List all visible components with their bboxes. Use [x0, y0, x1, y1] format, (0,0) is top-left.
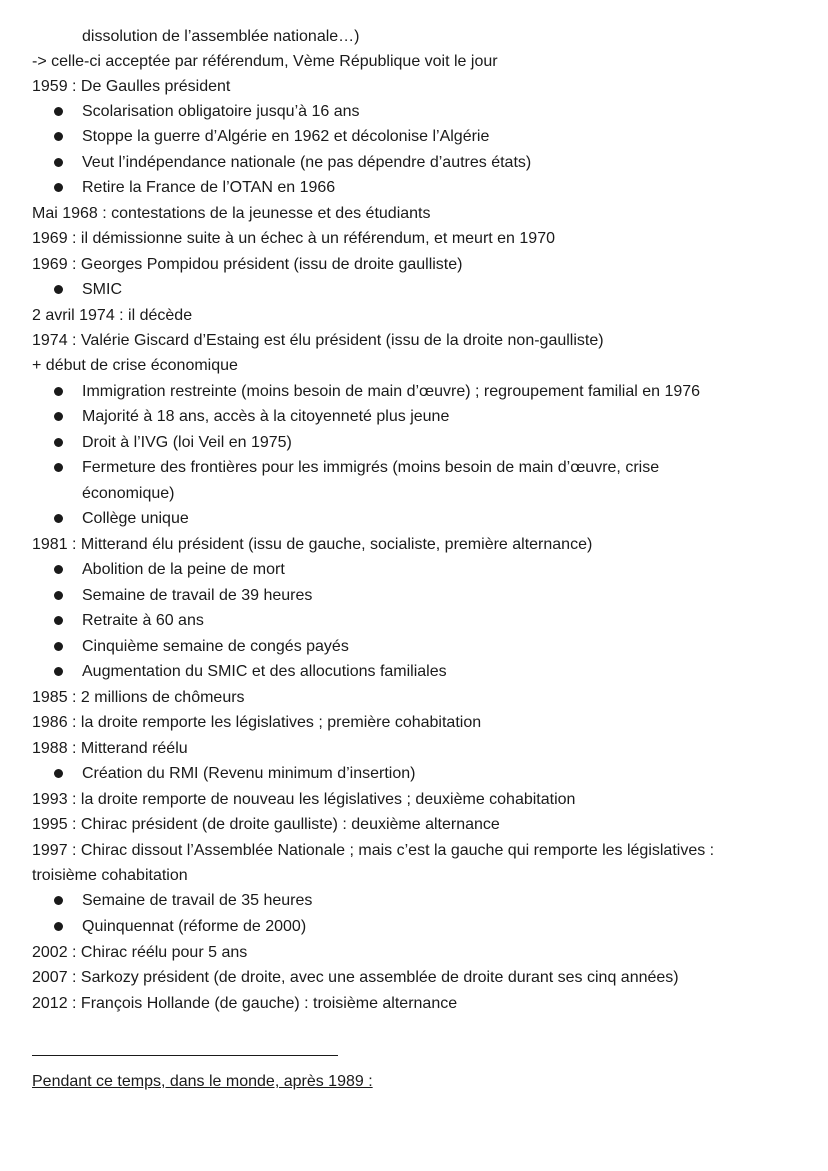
list-item: Abolition de la peine de mort — [82, 561, 285, 578]
bullet-icon — [54, 642, 63, 651]
list-item: Fermeture des frontières pour les immigrés (moins besoin de main d’œuvre, crise — [82, 459, 660, 476]
text-line: -> celle-ci acceptée par référendum, Vème République voit le jour — [32, 53, 498, 70]
bullet-icon — [54, 107, 63, 116]
list-item: Augmentation du SMIC et des allocutions familiales — [82, 663, 447, 680]
list-item: Retire la France de l’OTAN en 1966 — [82, 179, 336, 196]
bullet-icon — [54, 591, 63, 600]
text-line: 1986 : la droite remporte les législatives ; première cohabitation — [32, 714, 482, 731]
bullet-icon — [54, 285, 63, 294]
bullet-icon — [54, 896, 63, 905]
bullet-icon — [54, 514, 63, 523]
list-item: Retraite à 60 ans — [82, 612, 204, 629]
list-item: Stoppe la guerre d’Algérie en 1962 et décolonise l’Algérie — [82, 128, 490, 145]
list-item: Semaine de travail de 35 heures — [82, 892, 313, 909]
list-item: Immigration restreinte (moins besoin de main d’œuvre) ; regroupement familial en 1976 — [82, 383, 701, 400]
text-line: 1993 : la droite remporte de nouveau les législatives ; deuxième cohabitation — [32, 791, 576, 808]
text-line: + début de crise économique — [32, 357, 238, 374]
text-line: 2007 : Sarkozy président (de droite, avec une assemblée de droite durant ses cinq années) — [32, 969, 679, 986]
text-line: 1969 : il démissionne suite à un échec à un référendum, et meurt en 1970 — [32, 230, 555, 247]
text-line: troisième cohabitation — [32, 867, 188, 884]
bullet-icon — [54, 463, 63, 472]
list-item: Droit à l’IVG (loi Veil en 1975) — [82, 434, 292, 451]
bullet-icon — [54, 922, 63, 931]
text-line: Mai 1968 : contestations de la jeunesse et des étudiants — [32, 205, 431, 222]
text-line: 1959 : De Gaulles président — [32, 78, 231, 95]
text-line: 1974 : Valérie Giscard d’Estaing est élu président (issu de la droite non-gaulliste) — [32, 332, 604, 349]
divider — [32, 1055, 338, 1056]
list-item: Majorité à 18 ans, accès à la citoyenneté plus jeune — [82, 408, 450, 425]
bullet-icon — [54, 132, 63, 141]
bullet-icon — [54, 158, 63, 167]
bullet-icon — [54, 438, 63, 447]
list-item: Scolarisation obligatoire jusqu’à 16 ans — [82, 103, 360, 120]
text-line: 2002 : Chirac réélu pour 5 ans — [32, 944, 248, 961]
bullet-icon — [54, 769, 63, 778]
text-line: 1995 : Chirac président (de droite gaulliste) : deuxième alternance — [32, 816, 500, 833]
bullet-icon — [54, 565, 63, 574]
bullet-icon — [54, 616, 63, 625]
text-line: 1969 : Georges Pompidou président (issu de droite gaulliste) — [32, 256, 463, 273]
text-line: 1981 : Mitterand élu président (issu de gauche, socialiste, première alternance) — [32, 536, 593, 553]
list-item: Quinquennat (réforme de 2000) — [82, 918, 307, 935]
section-heading: Pendant ce temps, dans le monde, après 1989 : — [32, 1073, 373, 1090]
text-line: 1985 : 2 millions de chômeurs — [32, 689, 245, 706]
list-item: Création du RMI (Revenu minimum d’insertion) — [82, 765, 416, 782]
bullet-icon — [54, 183, 63, 192]
text-line: 2 avril 1974 : il décède — [32, 307, 193, 324]
bullet-icon — [54, 412, 63, 421]
text-line: 1997 : Chirac dissout l’Assemblée Nationale ; mais c’est la gauche qui remporte les législatives : — [32, 842, 715, 859]
list-item: Semaine de travail de 39 heures — [82, 587, 313, 604]
list-item-continuation: économique) — [82, 485, 175, 502]
list-item: SMIC — [82, 281, 122, 298]
text-line: 2012 : François Hollande (de gauche) : troisième alternance — [32, 995, 458, 1012]
list-item: Collège unique — [82, 510, 189, 527]
list-item: Veut l’indépendance nationale (ne pas dépendre d’autres états) — [82, 154, 532, 171]
list-item: Cinquième semaine de congés payés — [82, 638, 349, 655]
bullet-icon — [54, 667, 63, 676]
bullet-icon — [54, 387, 63, 396]
text-line: dissolution de l’assemblée nationale…) — [82, 28, 360, 45]
text-line: 1988 : Mitterand réélu — [32, 740, 188, 757]
